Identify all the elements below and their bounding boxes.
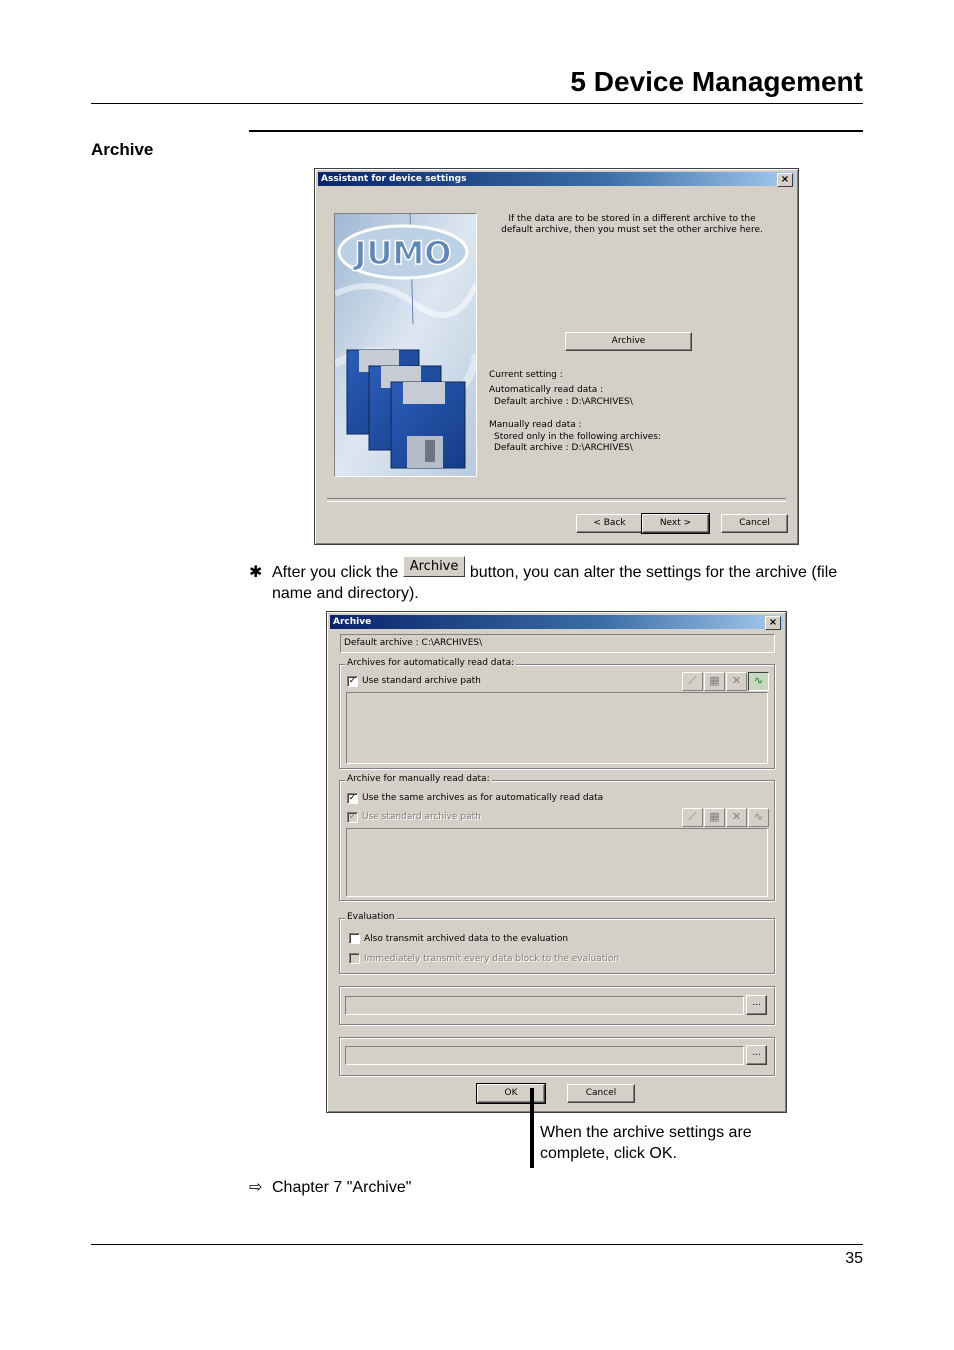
grid-icon[interactable]: ▦ [704,808,725,827]
instruction-before: After you click the [272,564,399,581]
manual-same-checkbox[interactable]: ✓ [348,793,357,803]
grid-icon[interactable]: ▦ [704,672,725,691]
instruction-text [272,559,864,604]
browse-button-2[interactable]: ... [746,1045,767,1065]
assistant-title: Assistant for device settings [321,174,467,184]
archive-titlebar [330,615,783,629]
next-button[interactable]: Next > [642,514,709,533]
wave-icon[interactable]: ∿ [748,808,769,827]
default-archive-field [340,634,775,653]
inline-archive-button: Archive [403,556,466,577]
current-setting-label: Current setting : [489,370,563,380]
browse-button-1[interactable]: ... [746,995,767,1015]
manual-group-label: Archive for manually read data: [347,774,490,784]
auto-archive-list[interactable] [346,692,768,764]
manual-standard-path-checkbox[interactable]: ✓ [348,812,357,822]
manual-standard-path-label: Use standard archive path [362,812,481,822]
chapter-title: 5 Device Management [570,66,863,97]
intro-text: If the data are to be stored in a different archive to the default archive, then you must set the other archive here. [501,214,763,235]
path-group-2 [339,1037,775,1076]
auto-group-label: Archives for automatically read data: [347,658,515,668]
archive-dialog [326,611,787,1113]
manual-same-label: Use the same archives as for automatically read data [362,793,604,803]
cross-icon[interactable]: ✕ [726,808,747,827]
reference-text: Chapter 7 "Archive" [272,1179,412,1196]
ok-button[interactable]: OK [477,1084,545,1103]
assistant-titlebar [318,172,795,186]
manual-default-archive: Default archive : D:\ARCHIVES\ [494,443,633,453]
manual-archive-group [339,774,775,901]
pen-icon[interactable]: ⟋ [682,672,703,691]
assistant-dialog [314,168,799,545]
archive-title: Archive [333,617,372,627]
header-rule [91,103,863,104]
back-button[interactable]: < Back [576,514,643,533]
jumo-logo: JUMO [354,234,452,272]
cancel-button[interactable]: Cancel [721,514,788,533]
instruction-after: button, you can alter the settings for the archive (file name and directory). [272,564,838,602]
jumo-illustration [334,213,477,477]
auto-archive-group [339,658,775,769]
manual-archive-list[interactable] [346,828,768,897]
section-label: Archive [91,140,154,159]
path-field-2[interactable] [345,1046,744,1065]
eval-transmit-label: Also transmit archived data to the evaluation [364,934,569,944]
path-field-1[interactable] [345,996,744,1015]
section-rule [249,130,863,132]
callout-line [530,1088,534,1168]
eval-immediate-checkbox[interactable] [349,953,360,964]
auto-standard-path-checkbox[interactable]: ✓ [348,676,357,686]
archive-button[interactable]: Archive [565,332,692,351]
close-button[interactable]: × [765,616,781,630]
path-group-1 [339,986,775,1025]
footer-rule [91,1244,863,1245]
manual-stored-label: Stored only in the following archives: [494,432,662,442]
manual-read-label: Manually read data : [489,420,582,430]
auto-standard-path-label: Use standard archive path [362,676,481,686]
auto-default-archive: Default archive : D:\ARCHIVES\ [494,397,633,407]
eval-transmit-checkbox[interactable] [349,933,360,944]
evaluation-group-label: Evaluation [347,912,395,922]
pen-icon[interactable]: ⟋ [682,808,703,827]
callout-text: When the archive settings are complete, click OK. [540,1124,752,1162]
instruction-bullet: ✱ [249,564,263,581]
button-separator [327,498,786,502]
wave-icon[interactable]: ∿ [748,672,769,691]
auto-read-label: Automatically read data : [489,385,604,395]
floppy-disks-illustration [335,214,476,476]
evaluation-group [339,912,775,974]
eval-immediate-label: Immediately transmit every data block to the evaluation [364,954,620,964]
default-archive-text: Default archive : C:\ARCHIVES\ [344,638,483,648]
cancel-button[interactable]: Cancel [567,1084,635,1103]
page-number: 35 [845,1250,863,1267]
cross-icon[interactable]: ✕ [726,672,747,691]
close-button[interactable]: × [777,173,793,187]
reference-arrow: ⇨ [249,1179,263,1196]
